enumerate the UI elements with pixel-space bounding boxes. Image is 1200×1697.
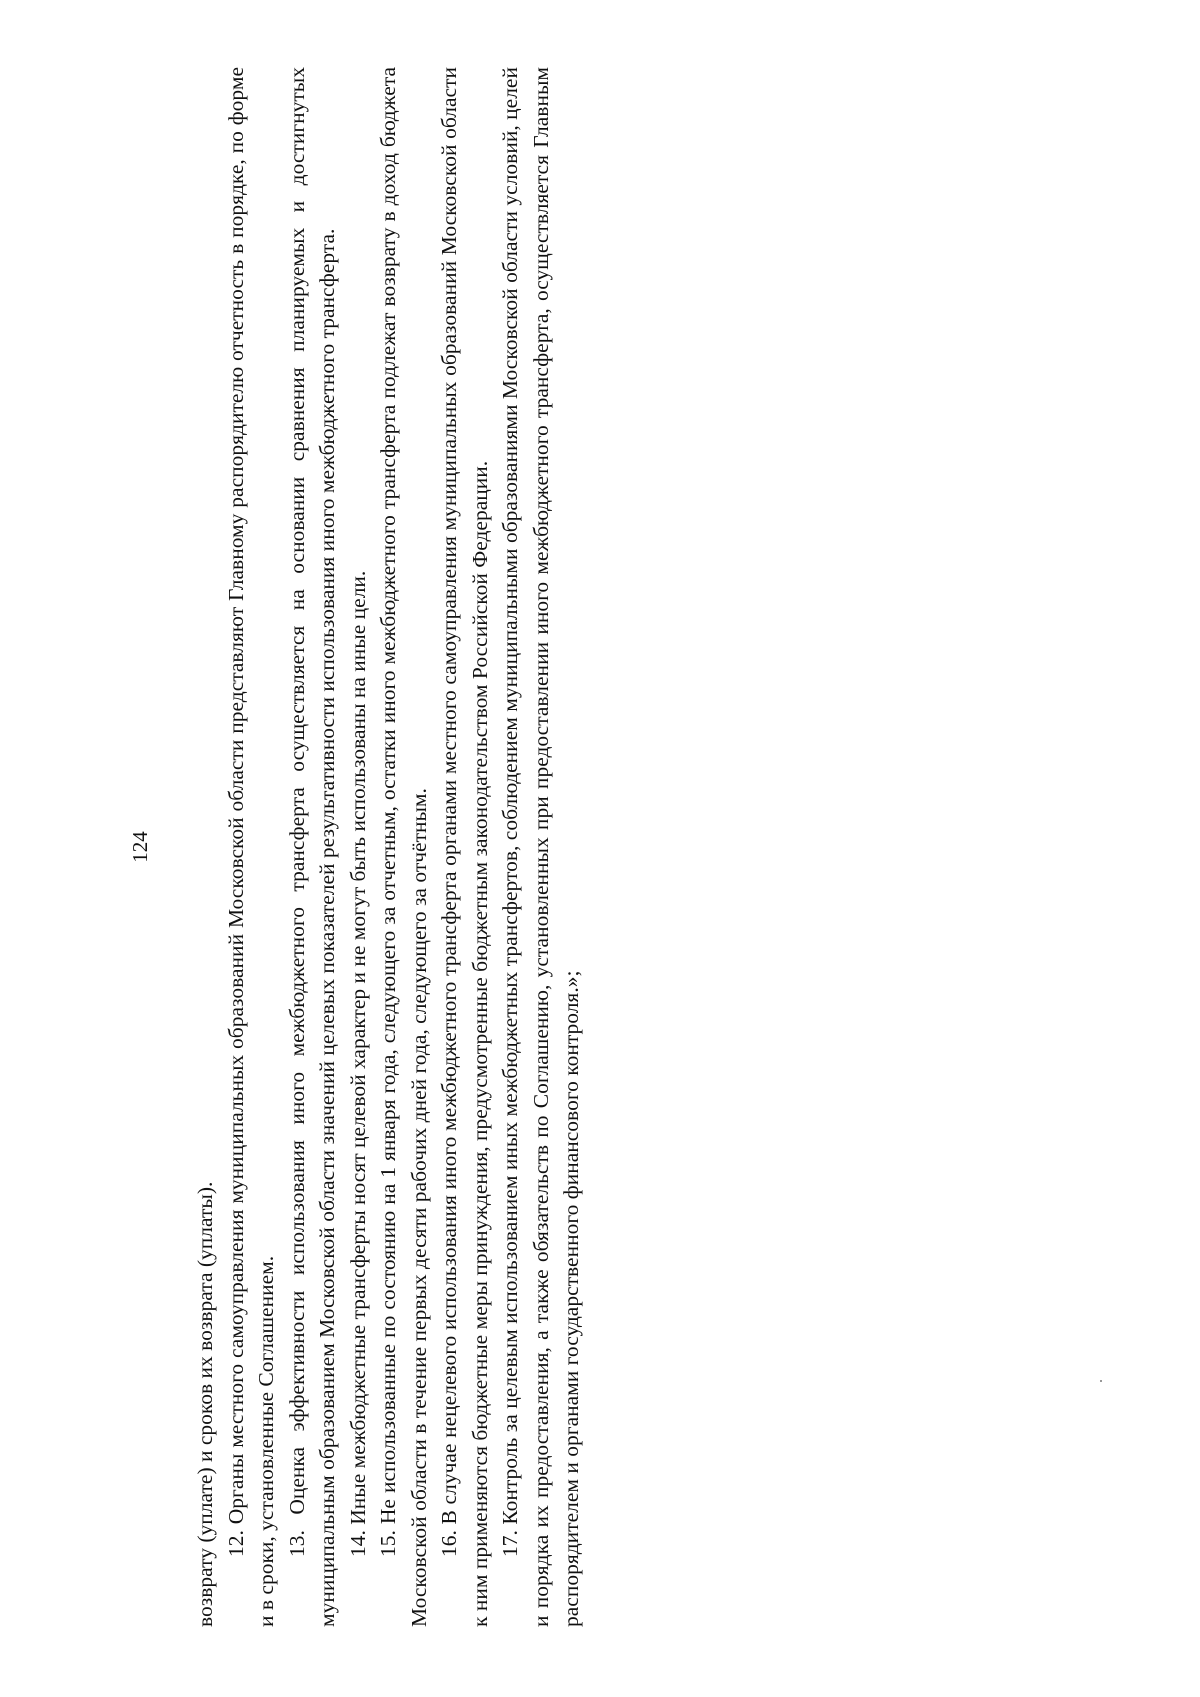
paragraph-12: 12. Органы местного самоуправления муниципальных образований Московской области представляют Главному распорядителю отчетность в порядке, по форме и в сроки, установленные Соглашением. <box>223 67 278 1627</box>
paragraph-13: 13. Оценка эффективности использования иного межбюджетного трансферта осуществляется на основании сравнения планируемых и достигнутых муниципальным образованием Московской области значений целевых показателей результативности использования иного межбюджетного трансферта. <box>284 67 339 1627</box>
scan-speck <box>1100 1380 1102 1382</box>
paragraph-15: 15. Не использованные по состоянию на 1 января года, следующего за отчетным, остатки иного межбюджетного трансферта подлежат возврату в доход бюджета Московской области в течение первых десяти рабочих дней года, следующего за отчётным. <box>376 67 431 1627</box>
page-number: 124 <box>128 831 152 863</box>
paragraph-14: 14. Иные межбюджетные трансферты носят целевой характер и не могут быть использованы на иные цели. <box>345 570 370 1557</box>
document-body <box>190 67 587 1627</box>
paragraph-17: 17. Контроль за целевым использованием иных межбюджетных трансфертов, соблюдением муниципальными образованиями Московской области условий, целей и порядка их предоставления, а также обязательств по Соглашению, установленных при предоставлении иного межбюджетного трансферта, осуществляется Главным распорядителем и органами государственного финансового контроля.»; <box>498 67 583 1627</box>
rotated-document-page <box>128 67 730 1627</box>
paragraph-16: 16. В случае нецелевого использования иного межбюджетного трансферта органами местного самоуправления муниципальных образований Московской области к ним применяются бюджетные меры принуждения, предусмотренные бюджетным законодательством Российской Федерации. <box>437 67 492 1627</box>
paragraph-continued: возврату (уплате) и сроков их возврата (уплаты). <box>193 1181 217 1627</box>
